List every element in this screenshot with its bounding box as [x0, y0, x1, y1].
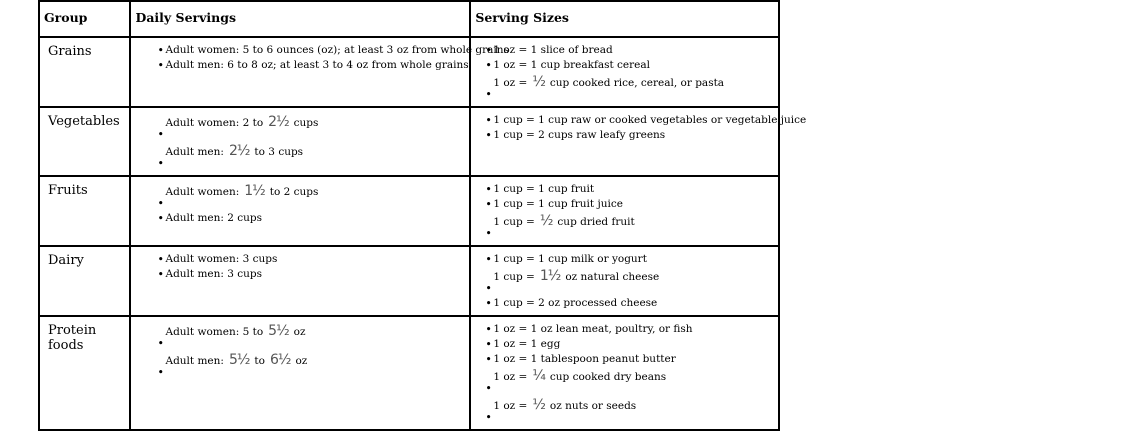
fraction: ½ — [539, 213, 553, 229]
list-item — [485, 197, 778, 212]
table-row — [39, 37, 779, 107]
list-item — [157, 322, 469, 351]
item-text: 1 oz = 1 tablespoon peanut butter — [493, 353, 676, 365]
serving-sizes-list — [471, 108, 807, 147]
item-text: 1 cup = 1 cup fruit — [493, 183, 595, 195]
list-item — [485, 212, 778, 241]
fraction: 5½ — [228, 352, 250, 368]
item-text: 1 cup = 1 cup fruit juice — [493, 198, 623, 210]
item-text: 1 oz = — [493, 77, 528, 89]
table-row — [39, 316, 779, 430]
item-text: 1 oz = 1 cup breakfast cereal — [493, 59, 650, 71]
item-text: cup dried fruit — [557, 216, 635, 228]
daily-servings-list — [131, 177, 469, 230]
item-text: 1 cup = 2 cups raw leafy greens — [493, 129, 666, 141]
item-text: Adult women: 5 to 6 ounces (oz); at least 3 oz from whole grains — [165, 44, 509, 56]
list-item — [485, 296, 778, 311]
item-text: 1 cup = — [493, 271, 535, 283]
list-item — [485, 352, 778, 367]
item-text: to 3 cups — [254, 146, 304, 158]
header-group: Group — [39, 1, 130, 37]
daily-servings-cell — [130, 176, 470, 246]
item-text: 1 cup = 2 oz processed cheese — [493, 297, 658, 309]
daily-servings-list — [131, 108, 469, 175]
item-text: oz nuts or seeds — [549, 400, 637, 412]
serving-sizes-list — [471, 247, 778, 315]
item-text: Adult men: 6 to 8 oz; at least 3 to 4 oz from whole grains — [165, 59, 469, 71]
list-item — [485, 322, 778, 337]
fraction: 2½ — [228, 143, 250, 159]
fraction: 2½ — [268, 114, 289, 130]
item-text: 1 oz = — [493, 371, 528, 383]
serving-sizes-list — [471, 38, 778, 106]
item-text: Adult men: — [165, 146, 224, 158]
serving-sizes-list — [471, 317, 778, 429]
list-item — [485, 267, 778, 296]
header-serving-sizes: Serving Sizes — [470, 1, 779, 37]
item-text: 1 cup = 1 cup milk or yogurt — [493, 253, 647, 265]
item-text: to 2 cups — [269, 186, 319, 198]
item-text: cups — [293, 117, 319, 129]
item-text: 1 cup = 1 cup raw or cooked vegetables or vegetable juice — [493, 114, 807, 126]
fraction: ½ — [532, 397, 545, 413]
item-text: oz natural cheese — [565, 271, 660, 283]
list-item — [485, 128, 778, 143]
item-text: 1 oz = 1 egg — [493, 338, 561, 350]
list-item — [485, 367, 778, 396]
list-item — [485, 43, 778, 58]
list-item — [157, 113, 469, 142]
list-item — [157, 267, 469, 282]
fraction: 1½ — [244, 183, 265, 199]
item-text: Adult women: 2 to — [165, 117, 264, 129]
item-text: cup cooked rice, cereal, or pasta — [549, 77, 725, 89]
item-text: oz — [293, 326, 306, 338]
serving-sizes-cell — [470, 316, 779, 430]
list-item — [485, 337, 778, 352]
list-item — [485, 396, 778, 425]
serving-sizes-cell — [470, 107, 807, 176]
header-daily-servings: Daily Servings — [130, 1, 470, 37]
daily-servings-cell — [130, 37, 509, 107]
item-text: Adult women: 3 cups — [165, 253, 278, 265]
fraction: ½ — [532, 74, 545, 90]
list-item — [157, 182, 469, 211]
group-name: Grains — [39, 37, 130, 107]
item-text: 1 oz = — [493, 400, 528, 412]
group-name: Vegetables — [39, 107, 130, 176]
list-item — [157, 58, 469, 73]
food-groups-table — [38, 0, 807, 431]
list-item — [485, 113, 807, 128]
serving-sizes-list — [471, 177, 778, 245]
item-text: Adult men: 3 cups — [165, 268, 263, 280]
list-item — [157, 43, 509, 58]
list-item — [485, 73, 778, 102]
item-text: Adult men: 2 cups — [165, 212, 263, 224]
item-text: Adult women: — [165, 186, 240, 198]
list-item — [157, 351, 469, 380]
list-item — [485, 252, 778, 267]
item-text: Adult women: 5 to — [165, 326, 264, 338]
list-item — [485, 58, 778, 73]
fraction: 5½ — [268, 323, 289, 339]
list-item — [485, 182, 778, 197]
item-text: 1 cup = — [493, 216, 535, 228]
daily-servings-cell — [130, 246, 470, 316]
item-text: Adult men: — [165, 355, 224, 367]
serving-sizes-cell — [470, 37, 779, 107]
table-row — [39, 176, 779, 246]
item-text: cup cooked dry beans — [549, 371, 667, 383]
table-row — [39, 107, 779, 176]
fraction: 6½ — [269, 352, 291, 368]
item-text: oz — [295, 355, 308, 367]
item-text: to — [254, 355, 265, 367]
serving-sizes-cell — [470, 246, 779, 316]
item-text: 1 oz = 1 oz lean meat, poultry, or fish — [493, 323, 693, 335]
fraction: ¼ — [532, 368, 545, 384]
group-name: Dairy — [39, 246, 130, 316]
group-name: Fruits — [39, 176, 130, 246]
fraction: 1½ — [539, 268, 561, 284]
item-text: 1 oz = 1 slice of bread — [493, 44, 613, 56]
table-row — [39, 246, 779, 316]
daily-servings-list — [131, 38, 509, 77]
daily-servings-list — [131, 247, 469, 286]
daily-servings-list — [131, 317, 469, 384]
header-row — [39, 1, 779, 37]
list-item — [157, 142, 469, 171]
serving-sizes-cell — [470, 176, 779, 246]
list-item — [157, 211, 469, 226]
daily-servings-cell — [130, 316, 470, 430]
daily-servings-cell — [130, 107, 470, 176]
list-item — [157, 252, 469, 267]
group-name: Protein foods — [39, 316, 130, 430]
